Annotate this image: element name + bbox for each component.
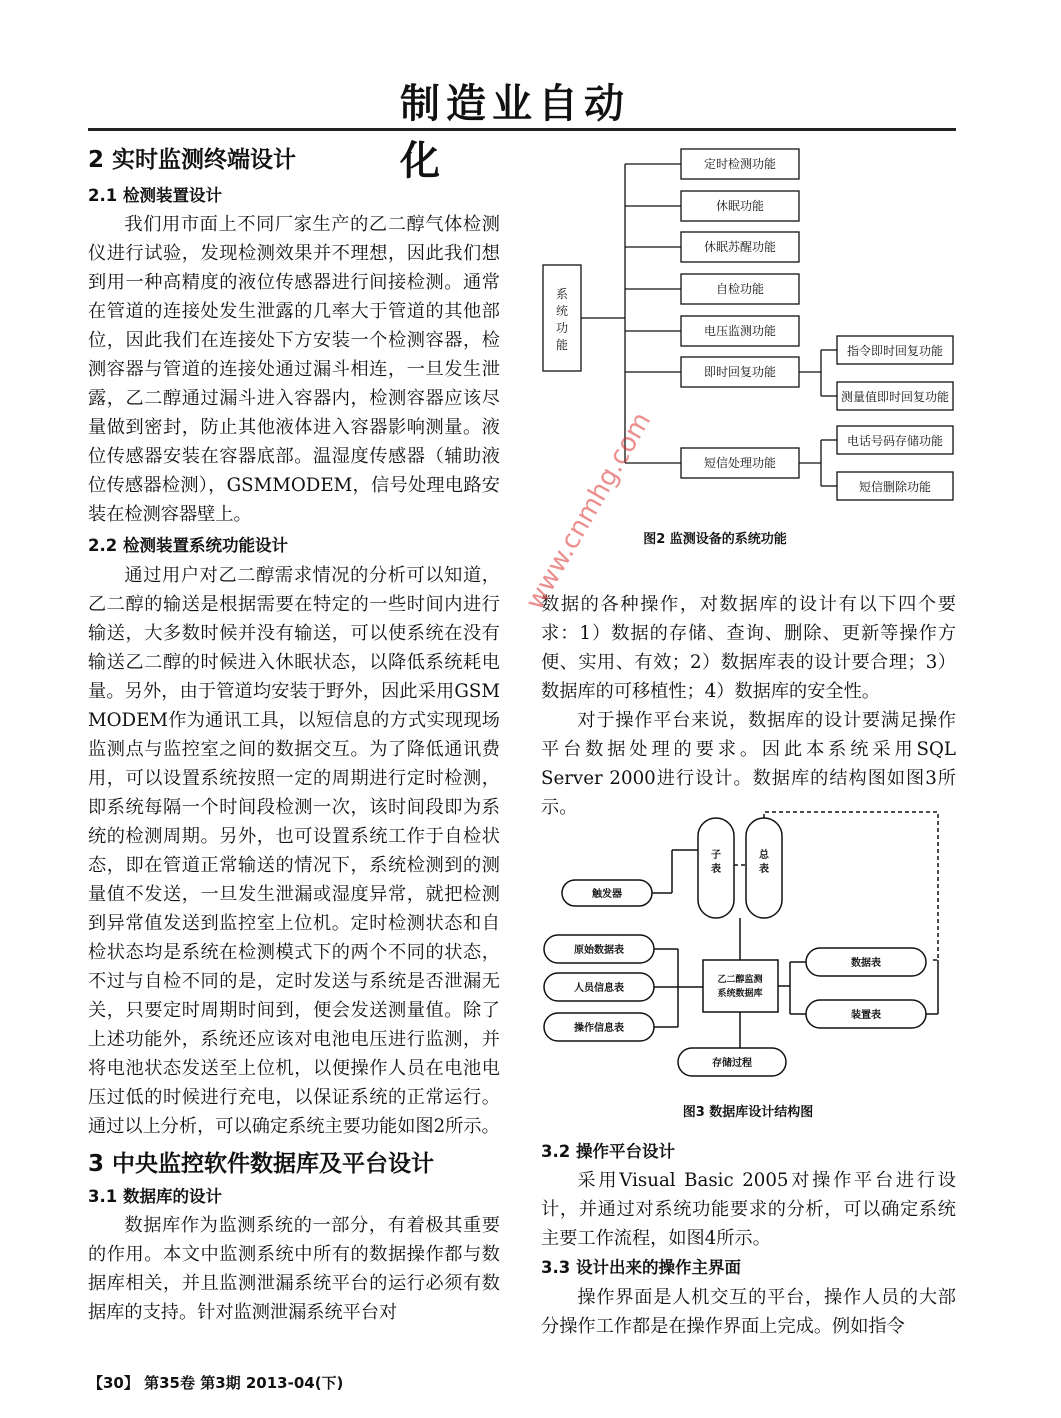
section-2-1-heading: 2.1 检测装置设计 <box>88 186 222 205</box>
fig2-function-label: 电压监测功能 <box>703 324 777 338</box>
sub-sms-1: 电话号码存储功能 <box>846 434 944 448</box>
child-table-char-2: 表 <box>711 864 721 875</box>
section-3-1-continued: 数据的各种操作，对数据库的设计有以下四个要求：1）数据的存储、查询、删除、更新等操作方便、实用、有效；2）数据库表的设计要合理；3）数据库的可移植性；4）数据库的安全性。 <box>541 594 956 702</box>
section-3-2-heading: 3.2 操作平台设计 <box>541 1142 675 1161</box>
page-footer: 【30】 第35卷 第3期 2013-04(下) <box>88 1374 344 1392</box>
root-char-4: 能 <box>555 338 569 352</box>
center-db-line-1: 乙二醇监测 <box>717 975 763 985</box>
left-table-1: 原始数据表 <box>574 945 624 956</box>
fig2-function-label: 短信处理功能 <box>703 456 777 470</box>
section-3-2-text: 采用Visual Basic 2005对操作平台进行设计，并通过对系统功能要求的分析，可以确定系统主要工作流程，如图4所示。 <box>541 1170 956 1249</box>
section-3-1-heading: 3.1 数据库的设计 <box>88 1187 222 1206</box>
right-table-1: 数据表 <box>851 958 881 969</box>
section-3-3-text: 操作界面是人机交互的平台，操作人员的大部分操作工作都是在操作界面上完成。例如指令 <box>541 1287 956 1337</box>
section-3-3-heading: 3.3 设计出来的操作主界面 <box>541 1258 741 1277</box>
section-2-2-heading: 2.2 检测装置系统功能设计 <box>88 536 288 555</box>
sub-reply-1: 指令即时回复功能 <box>846 344 944 358</box>
section-3-heading: 3 中央监控软件数据库及平台设计 <box>88 1151 435 1177</box>
section-3-1-text: 数据库作为监测系统的一部分，有着极其重要的作用。本文中监测系统中所有的数据操作都与数据库相关，并且监测泄漏系统平台的运行必须有数据库的支持。针对监测泄漏系统平台对 <box>88 1215 500 1323</box>
procedure-label: 存储过程 <box>712 1058 752 1069</box>
header-rule <box>88 128 956 131</box>
root-char-3: 功 <box>555 321 569 335</box>
root-char-2: 统 <box>555 304 569 318</box>
root-char-1: 系 <box>555 287 569 301</box>
left-column <box>88 142 500 1327</box>
fig2-function-label: 定时检测功能 <box>703 157 777 171</box>
master-table-char-2: 表 <box>759 864 769 875</box>
figure-3-diagram <box>538 810 958 1130</box>
section-3-1-text-2: 对于操作平台来说，数据库的设计要满足操作平台数据处理的要求。因此本系统采用SQL Server 2000进行设计。数据库的结构图如图3所示。 <box>541 710 956 818</box>
fig2-function-label: 休眠苏醒功能 <box>703 240 777 254</box>
fig2-function-label: 自检功能 <box>715 282 765 296</box>
journal-title: 制造业自动化 <box>400 80 630 184</box>
sub-sms-2: 短信删除功能 <box>858 480 932 494</box>
section-2-1-text: 我们用市面上不同厂家生产的乙二醇气体检测仪进行试验，发现检测效果并不理想，因此我们想到用一种高精度的液位传感器进行间接检测。通常在管道的连接处发生泄露的几率大于管道的其他部位，因此我们在连接处下方安装一个检测容器，检测容器与管道的连接处通过漏斗相连，一旦发生泄露，乙二醇通过漏斗进入容器内，检测容器应该尽量做到密封，防止其他液体进入容器影响测量。液位传感器安装在容器底部。温湿度传感器（辅助液位传感器检测），GSMMODEM，信号处理电路安装在检测容器壁上。 <box>88 214 500 525</box>
section-2-2-text: 通过用户对乙二醇需求情况的分析可以知道，乙二醇的输送是根据需要在特定的一些时间内进行输送，大多数时候并没有输送，可以使系统在没有输送乙二醇的时候进入休眠状态，以降低系统耗电量。另外，由于管道均安装于野外，因此采用GSM MODEM作为通讯工具，以短信息的方式实现现场监测点与监控室之间的数据交互。为了降低通讯费用，可以设置系统按照一定的周期进行定时检测，即系统每隔一个时间段检测一次，该时间段即为系统的检测周期。另外，也可设置系统工作于自检状态，即在管道正常输送的情况下，系统检测到的测量值不发送，一旦发生泄漏或湿度异常，就把检测到异常值发送到监控室上位机。定时检测状态和自检状态均是系统在检测模式下的两个不同的状态，不过与自检不同的是，定时发送与系统是否泄漏无关，只要定时周期时间到，便会发送测量值。除了上述功能外，系统还应该对电池电压进行监测，并将电池状态发送至上位机，以便操作人员在电池电压过低的时候进行充电，以保证系统的正常运行。通过以上分析，可以确定系统主要功能如图2所示。 <box>88 565 500 1137</box>
master-table-char-1: 总 <box>759 850 769 861</box>
center-db-line-2: 系统数据库 <box>717 989 763 999</box>
left-table-3: 操作信息表 <box>574 1023 624 1034</box>
right-table-2: 装置表 <box>851 1010 881 1021</box>
root-box <box>543 265 581 371</box>
left-table-2: 人员信息表 <box>574 983 624 994</box>
figure-2-caption: 图2 监测设备的系统功能 <box>643 532 787 547</box>
right-column-lower <box>541 1138 956 1341</box>
figure-3-caption: 图3 数据库设计结构图 <box>682 1105 814 1120</box>
section-2-heading: 2 实时监测终端设计 <box>88 147 297 173</box>
fig2-function-label: 即时回复功能 <box>703 365 777 379</box>
watermark: www.cnmhg.com <box>520 407 658 615</box>
sub-reply-2: 测量值即时回复功能 <box>840 390 950 404</box>
child-table-char-1: 子 <box>711 850 721 861</box>
trigger-label: 触发器 <box>592 889 622 900</box>
right-column-upper <box>541 590 956 822</box>
fig2-function-label: 休眠功能 <box>715 199 765 213</box>
